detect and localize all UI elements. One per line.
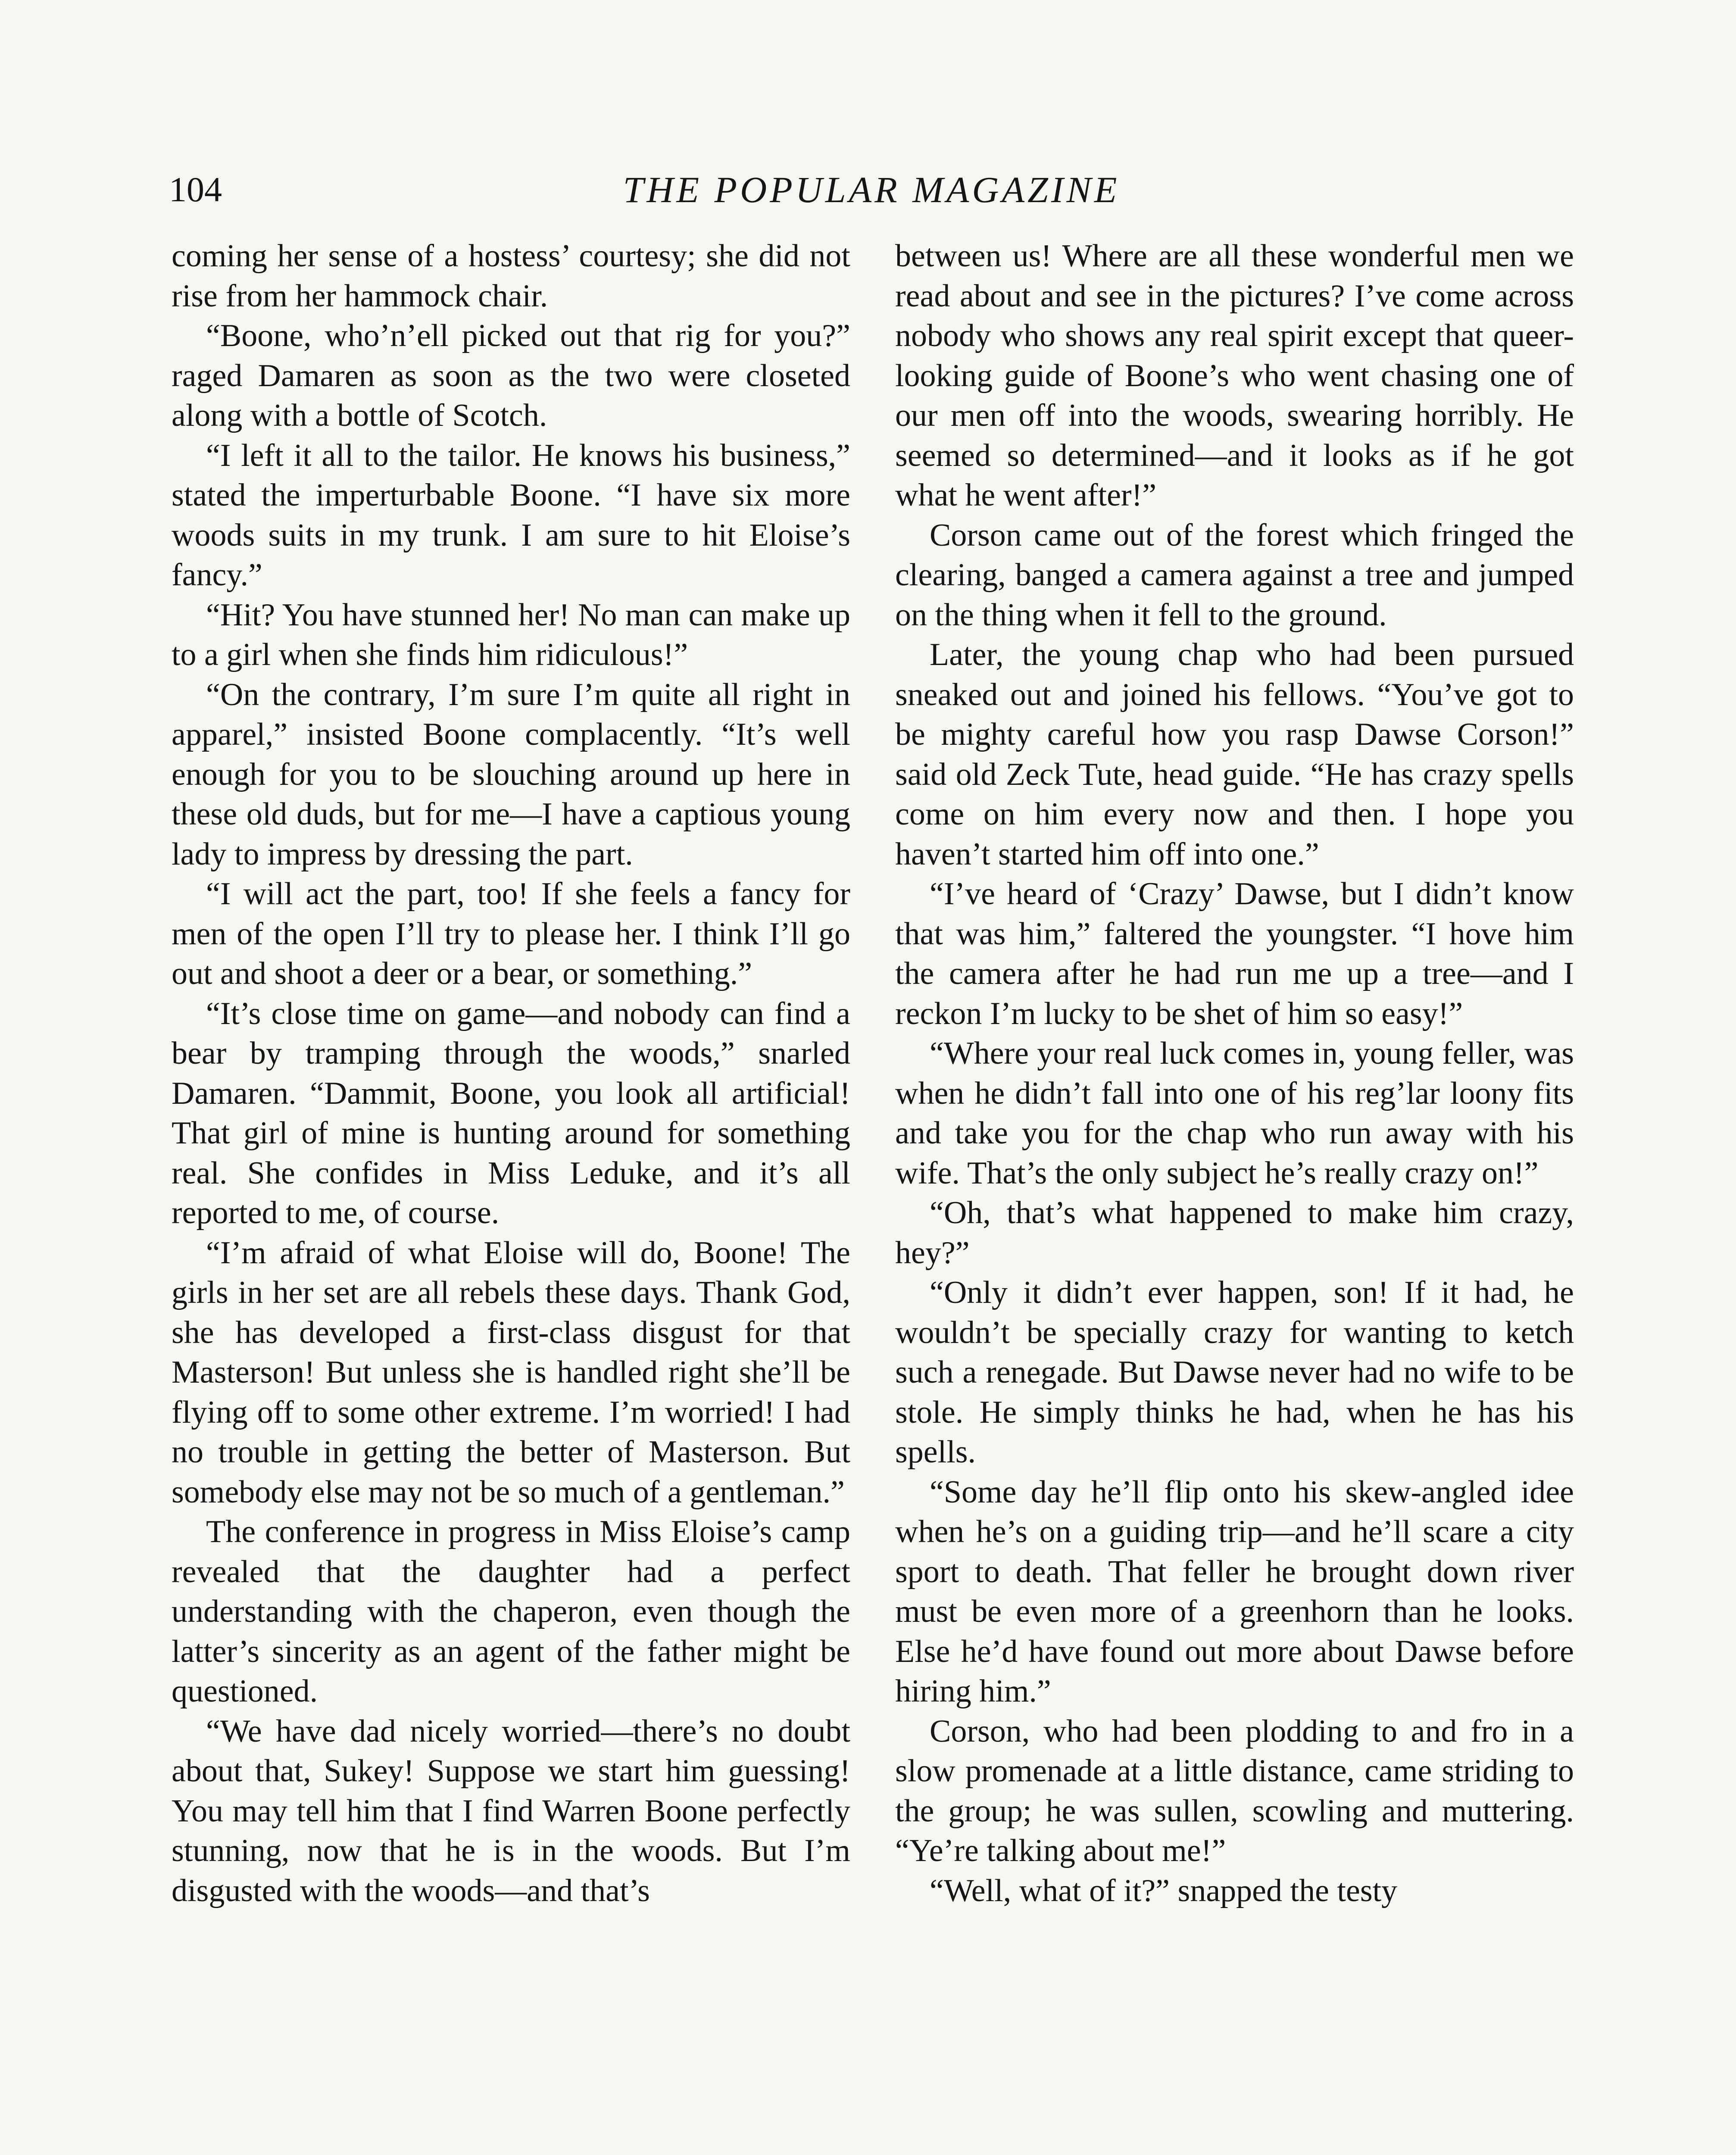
paragraph: “I’ve heard of ‘Crazy’ Dawse, but I didn’t know that was him,” faltered the youngster. “I hove him the camera after he had run me up a tree—and I reckon I’m lucky to be shet of him so easy!”	[895, 876, 1574, 1031]
paragraph: “We have dad nicely worried—there’s no doubt about that, Sukey! Suppose we start him guessing! You may tell him that I find Warren Boone perfectly stunning, now that he is in the woods. But I’m disgusted with the woods—and that’s	[172, 1713, 850, 1908]
paragraph: “I will act the part, too! If she feels a fancy for men of the open I’ll try to please her. I think I’ll go out and shoot a deer or a bear, or something.”	[172, 876, 850, 991]
paragraph: “Some day he’ll flip onto his skew-angled idee when he’s on a guiding trip—and he’ll scare a city sport to death. That feller he brought down river must be even more of a greenhorn than he looks. Else he’d have found out more about Dawse before hiring him.”	[895, 1474, 1574, 1709]
paragraph: Corson, who had been plodding to and fro in a slow promenade at a little distance, came striding to the group; he was sullen, scowling and muttering. “Ye’re talking about me!”	[895, 1713, 1574, 1868]
left-column	[172, 236, 850, 1911]
paragraph: coming her sense of a hostess’ courtesy; she did not rise from her hammock chair.	[172, 238, 850, 314]
page-number: 104	[169, 170, 222, 209]
paragraph: “Hit? You have stunned her! No man can make up to a girl when she finds him ridiculous!”	[172, 597, 850, 672]
paragraph: between us! Where are all these wonderful men we read about and see in the pictures? I’ve come across nobody who shows any real spirit except that queer-looking guide of Boone’s who went chasing one of our men off into the woods, swearing horribly. He seemed so determined—and it looks as if he got what he went after!”	[895, 238, 1574, 513]
paragraph: “On the contrary, I’m sure I’m quite all right in apparel,” insisted Boone complacently. “It’s well enough for you to be slouching around up here in these old duds, but for me—I have a captious young lady to impress by dressing the part.	[172, 677, 850, 872]
paragraph: “Where your real luck comes in, young feller, was when he didn’t fall into one of his reg’lar loony fits and take you for the chap who run away with his wife. That’s the only subject he’s really crazy on!”	[895, 1036, 1574, 1191]
running-head: THE POPULAR MAGAZINE	[623, 169, 1120, 210]
paragraph: “It’s close time on game—and nobody can find a bear by tramping through the woods,” snarled Damaren. “Dammit, Boone, you look all artificial! That girl of mine is hunting around for something real. She confides in Miss Leduke, and it’s all reported to me, of course.	[172, 996, 850, 1231]
paragraph: “Oh, that’s what happened to make him crazy, hey?”	[895, 1195, 1574, 1271]
paragraph: The conference in progress in Miss Eloise’s camp revealed that the daughter had a perfect understanding with the chaperon, even though the latter’s sincerity as an agent of the father might be questioned.	[172, 1514, 850, 1709]
paragraph: “Only it didn’t ever happen, son! If it had, he wouldn’t be specially crazy for wanting to ketch such a renegade. But Dawse never had no wife to be stole. He simply thinks he had, when he has his spells.	[895, 1275, 1574, 1470]
right-column	[895, 236, 1574, 1911]
paragraph: Corson came out of the forest which fringed the clearing, banged a camera against a tree and jumped on the thing when it fell to the ground.	[895, 517, 1574, 633]
paragraph: “Boone, who’n’ell picked out that rig for you?” raged Damaren as soon as the two were closeted along with a bottle of Scotch.	[172, 318, 850, 433]
paragraph: “Well, what of it?” snapped the testy	[930, 1873, 1398, 1908]
paragraph: “I’m afraid of what Eloise will do, Boone! The girls in her set are all rebels these days. Thank God, she has developed a first-class disgust for that Masterson! But unless she is handled right she’ll be flying off to some other extreme. I’m worried! I had no trouble in getting the better of Masterson. But somebody else may not be so much of a gentleman.”	[172, 1235, 850, 1510]
page-header	[169, 159, 1574, 220]
paragraph: “I left it all to the tailor. He knows his business,” stated the imperturbable Boone. “I have six more woods suits in my trunk. I am sure to hit Eloise’s fancy.”	[172, 437, 850, 593]
paragraph: Later, the young chap who had been pursued sneaked out and joined his fellows. “You’ve got to be mighty careful how you rasp Dawse Corson!” said old Zeck Tute, head guide. “He has crazy spells come on him every now and then. I hope you haven’t started him off into one.”	[895, 637, 1574, 872]
